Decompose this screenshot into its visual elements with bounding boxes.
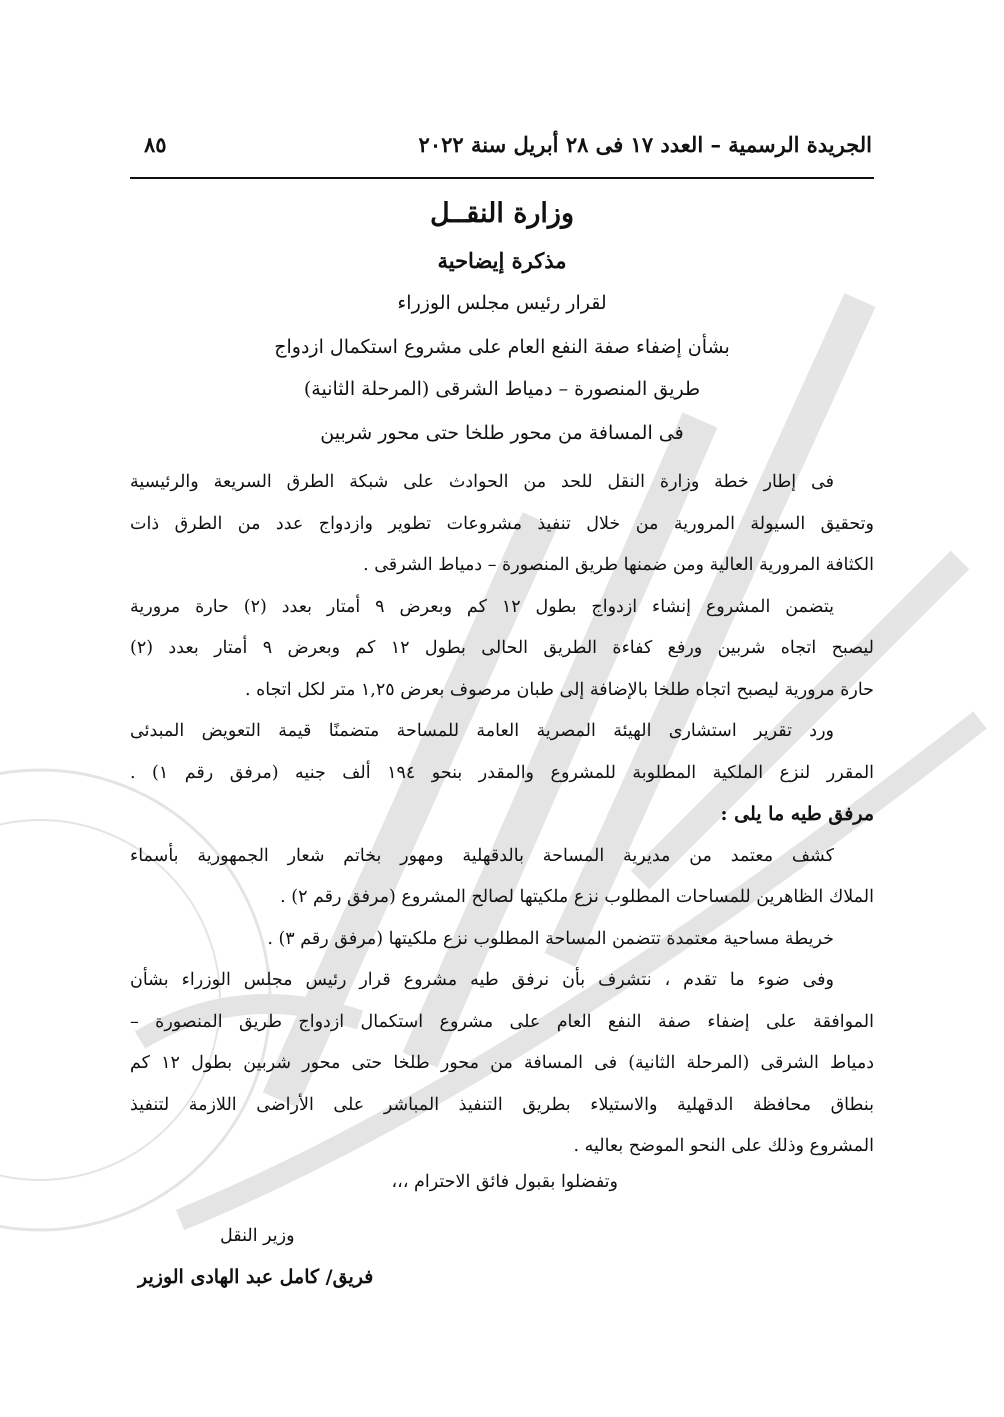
attachments-heading: مرفق طيه ما يلى : [720,803,874,825]
minister-title: وزير النقل [220,1226,295,1246]
body-line: المشروع وذلك على النحو الموضح بعاليه . [573,1136,874,1156]
body-line: وفى ضوء ما تقدم ، نتشرف بأن نرفق طيه مشروع قرار رئيس مجلس الوزراء بشأن [130,970,834,990]
subtitle-line: طريق المنصورة – دمياط الشرقى (المرحلة الثانية) [303,378,701,400]
body-line: يتضمن المشروع إنشاء ازدواج بطول ١٢ كم وبعرض ٩ أمتار بعدد (٢) حارة مرورية [130,596,835,617]
ministry-heading: وزارة النقــل [430,198,574,229]
body-line: حارة مرورية ليصبح اتجاه طلخا بالإضافة إلى طبان مرصوف بعرض ١,٢٥ متر لكل اتجاه . [245,679,874,700]
page-number: ٨٥ [144,132,167,157]
gazette-title: الجريدة الرسمية – العدد ١٧ فى ٢٨ أبريل سنة ٢٠٢٢ [418,132,872,157]
body-line: ليصبح اتجاه شربين ورفع كفاءة الطريق الحالى بطول ١٢ كم وبعرض ٩ أمتار بعدد (٢) [130,638,874,658]
body-line: خريطة مساحية معتمدة تتضمن المساحة المطلوب نزع ملكيتها (مرفق رقم ٣) . [267,928,834,949]
body-line: دمياط الشرقى (المرحلة الثانية) فى المسافة من محور طلخا حتى محور شربين بطول ١٢ كم [130,1053,874,1073]
closing-line: وتفضلوا بقبول فائق الاحترام ،،، [391,1172,618,1192]
body-line: فى إطار خطة وزارة النقل للحد من الحوادث على شبكة الطرق السريعة والرئيسية [130,472,834,492]
body-line: الموافقة على إضفاء صفة النفع العام على مشروع استكمال ازدواج طريق المنصورة – [130,1011,874,1032]
page-header [130,128,872,168]
subtitle-line: لقرار رئيس مجلس الوزراء [397,292,607,314]
subtitle-line: فى المسافة من محور طلخا حتى محور شربين [320,422,684,444]
body-line: ورد تقرير استشارى الهيئة المصرية العامة للمساحة متضمنًا قيمة التعويض المبدئى [130,721,834,741]
body-line: بنطاق محافظة الدقهلية والاستيلاء بطريق التنفيذ المباشر على الأراضى اللازمة لتنفيذ [130,1094,874,1115]
body-line: وتحقيق السيولة المرورية من خلال تنفيذ مشروعات تطوير وازدواج عدد من الطرق ذات [130,513,874,534]
body-line: كشف معتمد من مديرية المساحة بالدقهلية ومهور بخاتم شعار الجمهورية بأسماء [130,845,834,866]
body-line: الكثافة المرورية العالية ومن ضمنها طريق المنصورة – دمياط الشرقى . [363,555,874,575]
memo-body [130,462,874,1168]
body-line: الملاك الظاهرين للمساحات المطلوب نزع ملكيتها لصالح المشروع (مرفق رقم ٢) . [280,887,874,907]
minister-name: فريق/ كامل عبد الهادى الوزير [138,1266,374,1288]
memo-title: مذكرة إيضاحية [437,248,567,273]
subtitle-line: بشأن إضفاء صفة النفع العام على مشروع استكمال ازدواج [274,336,730,358]
body-line: المقرر لنزع الملكية المطلوبة للمشروع والمقدر بنحو ١٩٤ ألف جنيه (مرفق رقم ١) . [130,762,874,783]
header-rule [130,177,874,179]
